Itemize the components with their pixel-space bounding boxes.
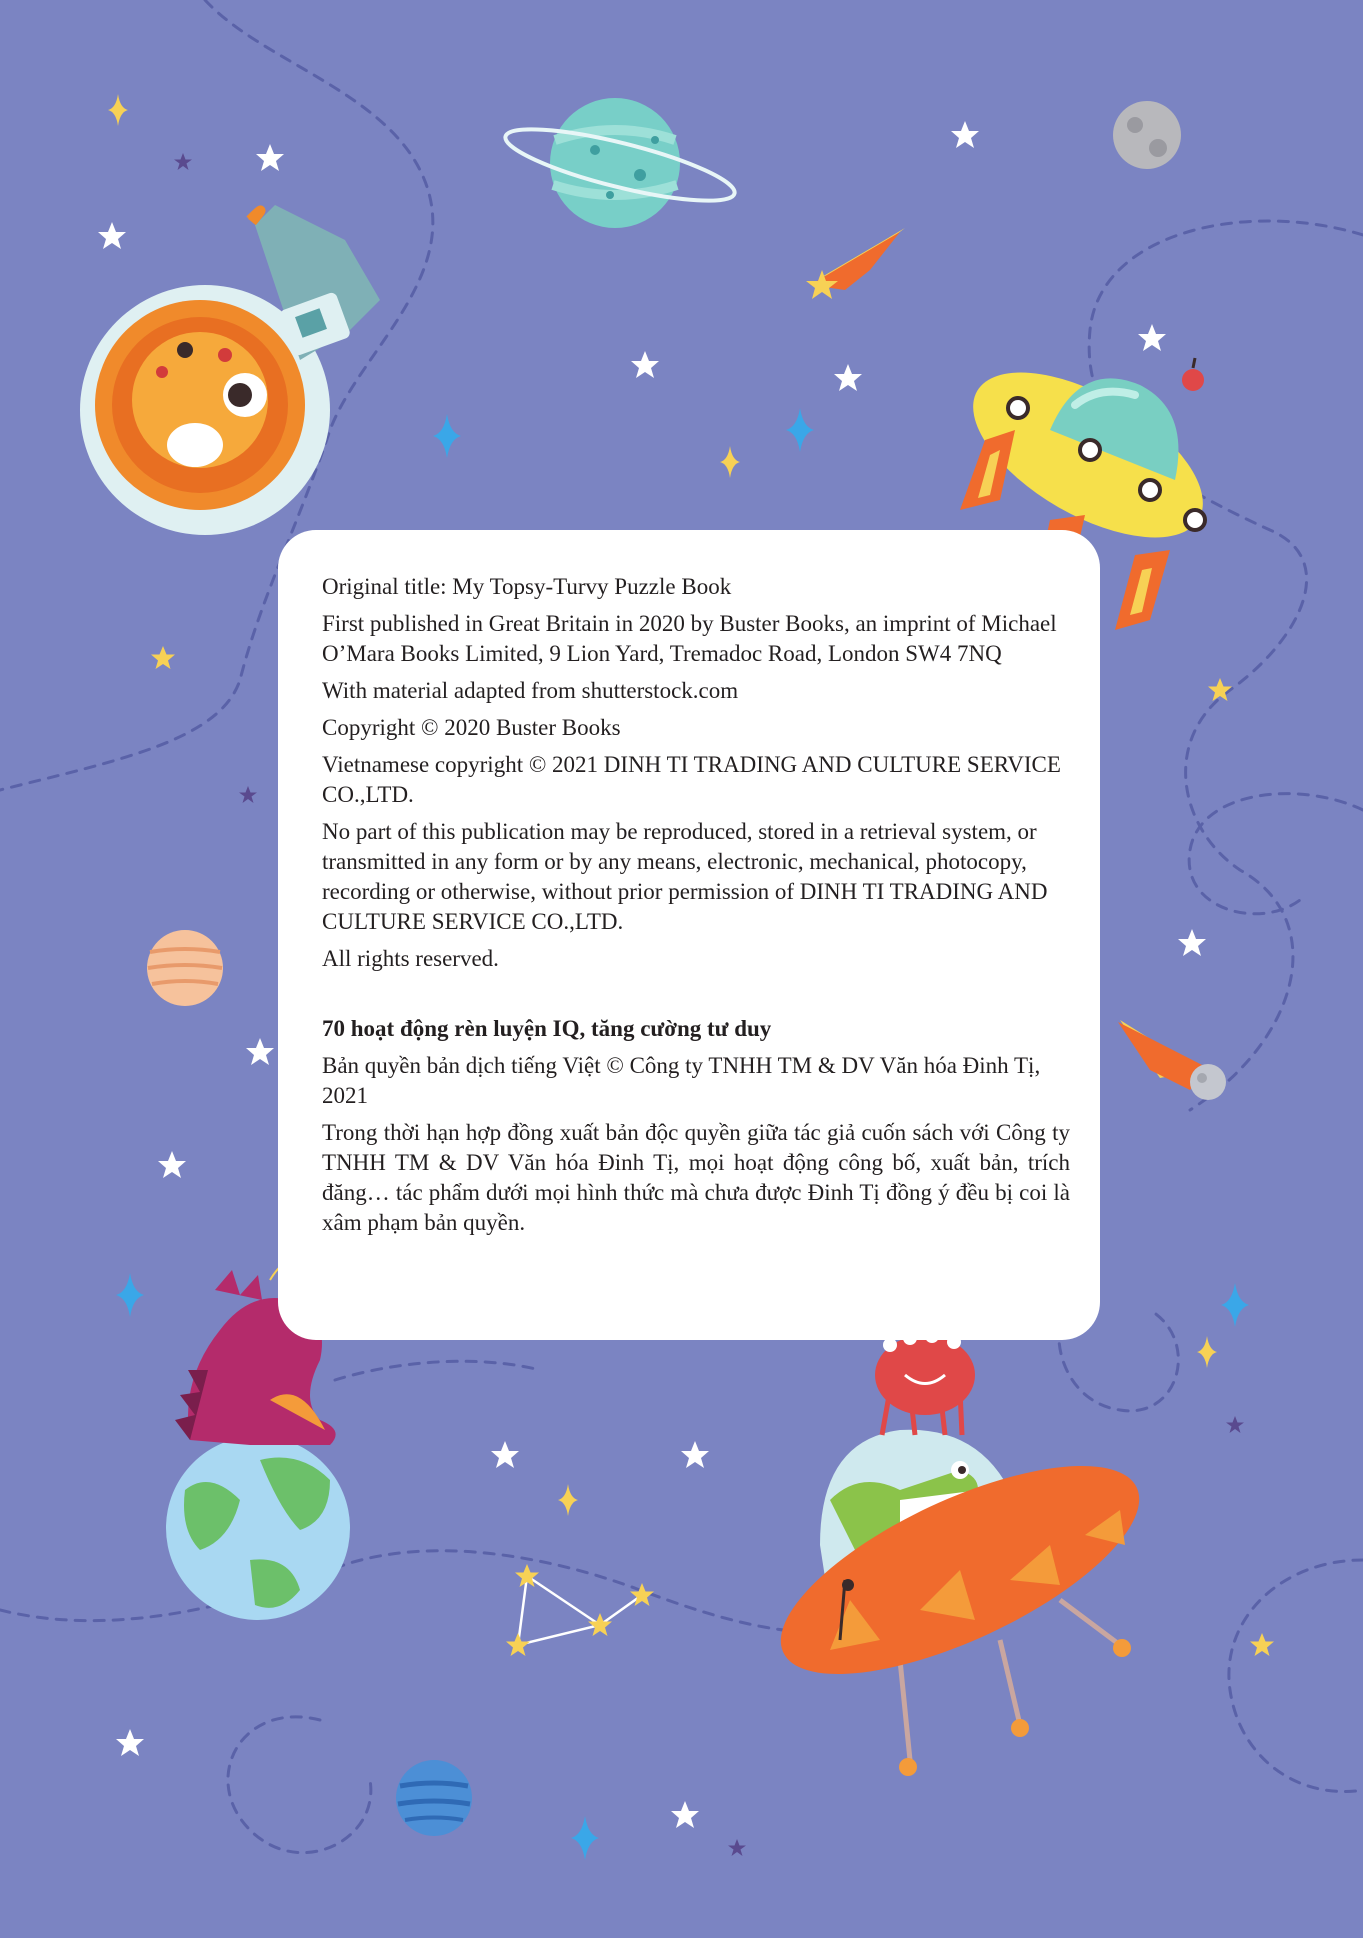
- sparkle-icon: [720, 446, 740, 478]
- comet-icon: [1118, 1020, 1226, 1100]
- sparkle-icon: [1221, 1283, 1249, 1327]
- vietnamese-book-title: 70 hoạt động rèn luyện IQ, tăng cường tư duy: [322, 1016, 772, 1041]
- star-icon: [256, 144, 284, 171]
- ringed-planet-icon: [500, 98, 740, 228]
- star-icon: [246, 1038, 274, 1065]
- constellation-icon: [518, 1576, 642, 1645]
- lion-astronaut-icon: [80, 205, 380, 535]
- sparkle-icon: [786, 408, 814, 452]
- original-title: Original title: My Topsy-Turvy Puzzle Book: [322, 574, 732, 599]
- star-icon: [98, 222, 126, 249]
- translation-rights-text: Bản quyền bản dịch tiếng Việt © Công ty TNHH TM & DV Văn hóa Đinh Tị, 2021: [322, 1053, 1041, 1108]
- star-icon: [116, 1729, 144, 1756]
- comet-icon: [806, 228, 905, 299]
- grey-moon-icon: [1113, 101, 1181, 169]
- star-icon: [1208, 678, 1232, 701]
- sparkle-icon: [116, 1273, 144, 1317]
- star-icon: [174, 153, 192, 170]
- sparkle-icon: [1197, 1336, 1217, 1368]
- star-icon: [951, 121, 979, 148]
- star-icon: [681, 1441, 709, 1468]
- star-icon: [151, 646, 175, 669]
- star-icon: [834, 364, 862, 391]
- striped-planet-icon: [147, 930, 223, 1006]
- star-icon: [631, 351, 659, 378]
- sparkle-icon: [571, 1816, 599, 1860]
- sparkle-icon: [108, 94, 128, 126]
- vietnamese-notice: Trong thời hạn hợp đồng xuất bản độc quyền giữa tác giả cuốn sách với Công ty TNHH TM & DV Văn hóa Đinh Tị, mọi hoạt động công bố, xuất bản, trích đăng… tác phẩm dưới mọi hình thức mà chưa được Đinh Tị đồng ý đều bị coi là xâm phạm bản quyền.: [322, 1120, 1070, 1235]
- star-icon: [1226, 1416, 1244, 1433]
- red-alien-icon: [875, 1329, 975, 1435]
- rights-reserved-text: All rights reserved.: [322, 946, 499, 971]
- star-icon: [1178, 929, 1206, 956]
- first-published-text: First published in Great Britain in 2020 by Buster Books, an imprint of Michael O’Mara Books Limited, 9 Lion Yard, Tremadoc Road, London SW4 7NQ: [322, 611, 1057, 666]
- star-icon: [158, 1151, 186, 1178]
- star-icon: [506, 1633, 530, 1656]
- sparkle-icon: [433, 414, 461, 458]
- adapted-material-text: With material adapted from shutterstock.com: [322, 678, 739, 703]
- crocodile-ufo-icon: [754, 1424, 1167, 1776]
- sparkle-icon: [558, 1484, 578, 1516]
- star-icon: [491, 1441, 519, 1468]
- vietnamese-copyright-text: Vietnamese copyright © 2021 DINH TI TRADING AND CULTURE SERVICE CO.,LTD.: [322, 752, 1061, 807]
- star-icon: [728, 1839, 746, 1856]
- blue-planet-icon: [396, 1760, 472, 1836]
- copyright-text: Copyright © 2020 Buster Books: [322, 715, 621, 740]
- star-icon: [239, 786, 257, 803]
- star-icon: [1250, 1633, 1274, 1656]
- copyright-card: [278, 530, 1100, 1340]
- star-icon: [1138, 324, 1166, 351]
- star-icon: [671, 1801, 699, 1828]
- reproduction-notice: No part of this publication may be reproduced, stored in a retrieval system, or transmitted in any form or by any means, electronic, mechanical, photocopy, recording or otherwise, without prior permission of DINH TI TRADING AND CULTURE SERVICE CO.,LTD.: [322, 819, 1048, 934]
- star-icon: [588, 1613, 612, 1636]
